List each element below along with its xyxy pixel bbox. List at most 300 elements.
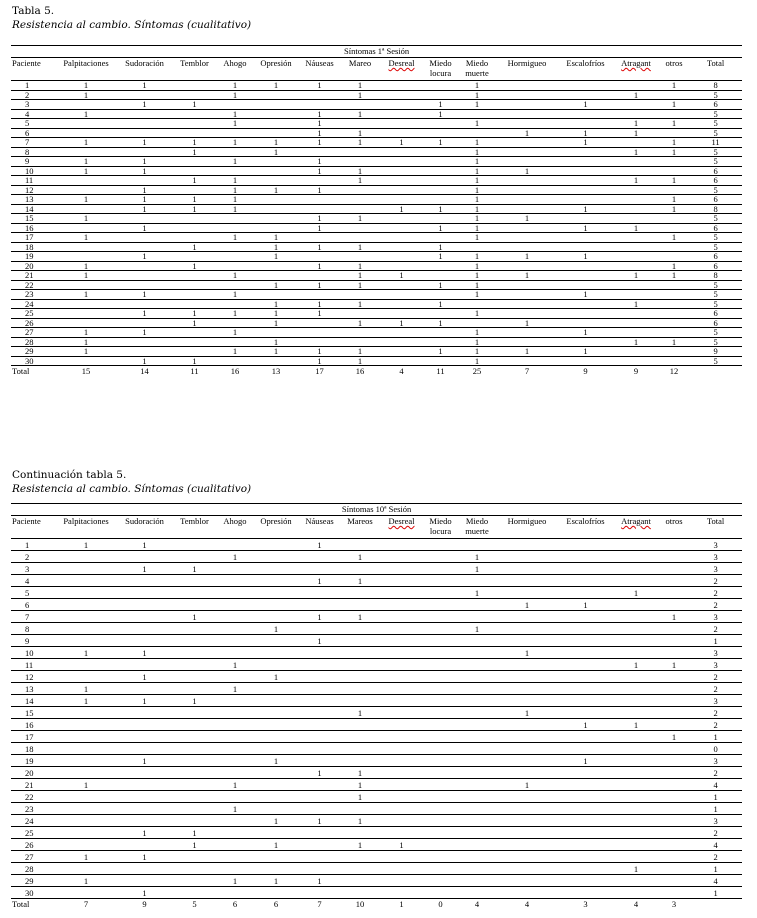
column-total-cell: 25 bbox=[472, 366, 482, 376]
symptom-cell bbox=[217, 337, 253, 347]
symptom-cell bbox=[659, 356, 689, 366]
table-row bbox=[11, 119, 742, 129]
symptom-cell bbox=[423, 683, 458, 695]
symptom-cell: 1 bbox=[55, 647, 117, 659]
column-total-cell: 3 bbox=[583, 899, 588, 909]
symptom-cell bbox=[423, 337, 458, 347]
symptom-cell bbox=[458, 839, 496, 851]
symptom-cell bbox=[380, 575, 423, 587]
symptom-cell bbox=[117, 767, 172, 779]
table-row bbox=[11, 195, 742, 205]
symptom-cell bbox=[253, 863, 299, 875]
symptom-cell bbox=[117, 875, 172, 887]
symptom-cell bbox=[55, 299, 117, 309]
symptom-cell: 1 bbox=[659, 337, 689, 347]
table-row bbox=[11, 204, 742, 214]
symptom-cell: 1 bbox=[340, 90, 380, 100]
table-row bbox=[11, 176, 742, 186]
symptom-cell bbox=[55, 743, 117, 755]
row-total-cell: 4 bbox=[689, 875, 742, 887]
symptom-cell: 1 bbox=[217, 81, 253, 91]
symptom-cell bbox=[117, 261, 172, 271]
column-header bbox=[613, 516, 659, 539]
symptom-cell bbox=[253, 851, 299, 863]
symptom-cell bbox=[253, 647, 299, 659]
symptom-cell: 1 bbox=[340, 707, 380, 719]
symptom-cell: 1 bbox=[423, 242, 458, 252]
symptom-cell bbox=[380, 214, 423, 224]
table-row bbox=[11, 261, 742, 271]
symptom-cell bbox=[613, 157, 659, 167]
symptom-cell bbox=[217, 851, 253, 863]
symptom-cell: 1 bbox=[299, 635, 340, 647]
table-row bbox=[11, 214, 742, 224]
symptom-cell bbox=[172, 233, 217, 243]
row-total-cell: 5 bbox=[689, 128, 742, 138]
symptom-cell bbox=[659, 551, 689, 563]
symptom-cell: 1 bbox=[217, 328, 253, 338]
symptom-cell: 1 bbox=[659, 176, 689, 186]
symptom-cell: 1 bbox=[299, 109, 340, 119]
symptom-cell bbox=[55, 575, 117, 587]
row-total-cell: 8 bbox=[689, 81, 742, 91]
symptom-cell: 1 bbox=[253, 309, 299, 319]
symptom-cell bbox=[117, 743, 172, 755]
symptom-cell bbox=[496, 157, 558, 167]
symptom-cell bbox=[117, 707, 172, 719]
patient-id-cell: 29 bbox=[11, 875, 55, 887]
symptom-cell bbox=[558, 683, 613, 695]
symptom-cell: 1 bbox=[340, 767, 380, 779]
symptom-cell: 1 bbox=[253, 242, 299, 252]
symptom-cell bbox=[380, 851, 423, 863]
symptom-cell bbox=[496, 100, 558, 110]
symptom-cell: 1 bbox=[380, 204, 423, 214]
symptom-cell: 1 bbox=[458, 551, 496, 563]
column-header bbox=[299, 58, 340, 81]
symptom-cell: 1 bbox=[558, 328, 613, 338]
symptom-cell bbox=[496, 839, 558, 851]
symptom-cell bbox=[380, 290, 423, 300]
symptom-cell bbox=[299, 587, 340, 599]
row-total-cell: 6 bbox=[689, 195, 742, 205]
symptom-cell bbox=[253, 204, 299, 214]
symptom-cell: 1 bbox=[55, 328, 117, 338]
symptom-cell bbox=[217, 261, 253, 271]
symptom-cell bbox=[253, 635, 299, 647]
symptom-cell bbox=[458, 743, 496, 755]
symptom-cell bbox=[613, 647, 659, 659]
symptom-cell bbox=[55, 252, 117, 262]
row-total-cell: 2 bbox=[689, 623, 742, 635]
symptom-cell: 1 bbox=[659, 261, 689, 271]
patient-id-cell: 8 bbox=[11, 623, 55, 635]
symptom-cell bbox=[253, 356, 299, 366]
symptom-cell bbox=[659, 563, 689, 575]
symptom-cell bbox=[423, 356, 458, 366]
column-header-label: Sudoración bbox=[125, 516, 164, 526]
symptom-cell bbox=[558, 815, 613, 827]
symptom-cell bbox=[423, 743, 458, 755]
symptom-cell bbox=[55, 318, 117, 328]
symptom-cell: 1 bbox=[340, 261, 380, 271]
symptom-cell bbox=[172, 252, 217, 262]
symptom-cell bbox=[253, 767, 299, 779]
symptom-cell bbox=[172, 347, 217, 357]
row-total-cell: 2 bbox=[689, 671, 742, 683]
symptom-cell bbox=[217, 356, 253, 366]
symptom-cell bbox=[380, 539, 423, 551]
table-row bbox=[11, 695, 742, 707]
symptom-cell bbox=[172, 851, 217, 863]
symptom-cell bbox=[217, 791, 253, 803]
column-header bbox=[11, 58, 55, 81]
symptom-cell bbox=[558, 214, 613, 224]
symptom-cell bbox=[253, 328, 299, 338]
symptom-cell: 1 bbox=[172, 204, 217, 214]
symptom-cell: 1 bbox=[117, 356, 172, 366]
symptom-cell bbox=[340, 863, 380, 875]
symptom-cell bbox=[340, 587, 380, 599]
table-row bbox=[11, 851, 742, 863]
symptom-cell: 1 bbox=[613, 659, 659, 671]
symptom-cell bbox=[117, 791, 172, 803]
symptom-cell bbox=[172, 707, 217, 719]
symptom-cell: 1 bbox=[117, 138, 172, 148]
symptom-cell: 1 bbox=[172, 195, 217, 205]
symptom-cell bbox=[172, 683, 217, 695]
symptom-cell bbox=[423, 827, 458, 839]
column-header bbox=[340, 58, 380, 81]
symptom-cell: 1 bbox=[458, 100, 496, 110]
symptom-cell bbox=[172, 743, 217, 755]
symptom-cell bbox=[458, 755, 496, 767]
symptom-cell bbox=[253, 707, 299, 719]
symptom-cell bbox=[558, 337, 613, 347]
patient-id-cell: 7 bbox=[11, 611, 55, 623]
symptom-cell bbox=[340, 185, 380, 195]
symptom-cell bbox=[217, 587, 253, 599]
symptom-cell bbox=[613, 707, 659, 719]
symptom-cell bbox=[253, 90, 299, 100]
table-row bbox=[11, 242, 742, 252]
table-row bbox=[11, 599, 742, 611]
symptom-cell: 1 bbox=[117, 671, 172, 683]
symptom-cell bbox=[558, 659, 613, 671]
column-header-label: Hormigueo bbox=[507, 58, 547, 68]
symptom-cell bbox=[659, 755, 689, 767]
symptom-cell: 1 bbox=[496, 128, 558, 138]
symptom-cell bbox=[172, 337, 217, 347]
symptom-cell: 1 bbox=[55, 271, 117, 281]
symptom-cell: 1 bbox=[117, 309, 172, 319]
symptom-cell bbox=[117, 233, 172, 243]
symptom-cell bbox=[217, 671, 253, 683]
symptom-cell: 1 bbox=[299, 280, 340, 290]
column-header bbox=[689, 516, 742, 539]
symptom-cell: 1 bbox=[55, 214, 117, 224]
table1-caption bbox=[12, 4, 251, 32]
symptom-cell bbox=[380, 743, 423, 755]
symptom-cell bbox=[659, 647, 689, 659]
symptom-cell bbox=[659, 290, 689, 300]
row-total-cell: 5 bbox=[689, 214, 742, 224]
symptom-cell: 1 bbox=[253, 347, 299, 357]
column-header bbox=[380, 58, 423, 81]
symptom-cell bbox=[340, 743, 380, 755]
symptom-cell bbox=[659, 707, 689, 719]
symptom-cell bbox=[253, 119, 299, 129]
table-row bbox=[11, 875, 742, 887]
symptom-cell bbox=[380, 176, 423, 186]
row-total-cell: 9 bbox=[689, 347, 742, 357]
symptom-cell bbox=[558, 309, 613, 319]
symptom-cell bbox=[496, 671, 558, 683]
column-total-cell: 4 bbox=[633, 899, 639, 909]
symptom-cell: 1 bbox=[55, 157, 117, 167]
symptom-cell bbox=[172, 271, 217, 281]
symptom-cell: 1 bbox=[217, 309, 253, 319]
symptom-cell bbox=[117, 318, 172, 328]
patient-id-cell: 22 bbox=[11, 280, 55, 290]
symptom-cell bbox=[380, 803, 423, 815]
patient-id-cell: 13 bbox=[11, 195, 55, 205]
symptom-cell bbox=[253, 719, 299, 731]
column-header-label: Palpitaciones bbox=[63, 516, 109, 526]
symptom-cell bbox=[458, 671, 496, 683]
symptom-cell: 1 bbox=[117, 290, 172, 300]
symptom-cell bbox=[423, 195, 458, 205]
symptom-cell bbox=[299, 791, 340, 803]
row-total-cell: 1 bbox=[689, 791, 742, 803]
symptom-cell bbox=[172, 815, 217, 827]
row-total-cell: 2 bbox=[689, 851, 742, 863]
column-header bbox=[172, 516, 217, 539]
patient-id-cell: 16 bbox=[11, 719, 55, 731]
symptom-cell bbox=[340, 328, 380, 338]
symptom-cell bbox=[380, 261, 423, 271]
symptom-cell bbox=[253, 779, 299, 791]
symptom-cell bbox=[558, 863, 613, 875]
patient-id-cell: 17 bbox=[11, 731, 55, 743]
column-header-label: Miedo muerte bbox=[465, 516, 489, 536]
symptom-cell bbox=[55, 731, 117, 743]
symptom-cell bbox=[55, 309, 117, 319]
patient-id-cell: 18 bbox=[11, 242, 55, 252]
table-row bbox=[11, 252, 742, 262]
symptom-cell bbox=[558, 233, 613, 243]
symptom-cell bbox=[55, 223, 117, 233]
column-header bbox=[217, 58, 253, 81]
column-total-cell: 4 bbox=[474, 899, 480, 909]
symptom-cell bbox=[299, 659, 340, 671]
patient-id-cell: 11 bbox=[11, 659, 55, 671]
symptom-cell: 1 bbox=[172, 839, 217, 851]
totals-label: Total bbox=[12, 899, 30, 909]
symptom-cell bbox=[253, 803, 299, 815]
symptom-cell: 1 bbox=[55, 539, 117, 551]
symptom-cell bbox=[613, 779, 659, 791]
symptom-cell: 1 bbox=[423, 299, 458, 309]
symptom-cell bbox=[299, 623, 340, 635]
symptom-cell bbox=[172, 599, 217, 611]
symptom-cell: 1 bbox=[558, 252, 613, 262]
symptom-cell bbox=[55, 755, 117, 767]
symptom-cell: 1 bbox=[117, 81, 172, 91]
table-row bbox=[11, 803, 742, 815]
table-row bbox=[11, 157, 742, 167]
symptom-cell bbox=[613, 261, 659, 271]
symptom-cell bbox=[496, 731, 558, 743]
column-total-cell: 6 bbox=[273, 899, 279, 909]
symptom-cell: 1 bbox=[299, 299, 340, 309]
symptom-cell bbox=[659, 743, 689, 755]
symptom-cell: 1 bbox=[117, 563, 172, 575]
symptom-cell bbox=[613, 755, 659, 767]
symptom-cell: 1 bbox=[613, 119, 659, 129]
symptom-cell bbox=[423, 647, 458, 659]
symptom-cell bbox=[380, 157, 423, 167]
symptom-cell bbox=[458, 779, 496, 791]
symptom-cell bbox=[423, 731, 458, 743]
symptom-cell bbox=[659, 779, 689, 791]
symptom-cell: 1 bbox=[117, 204, 172, 214]
row-total-cell: 5 bbox=[689, 337, 742, 347]
symptom-cell bbox=[458, 707, 496, 719]
column-header bbox=[558, 516, 613, 539]
symptom-cell: 1 bbox=[423, 318, 458, 328]
symptom-cell bbox=[423, 887, 458, 899]
column-total-cell: 10 bbox=[355, 899, 365, 909]
symptom-cell bbox=[558, 195, 613, 205]
patient-id-cell: 16 bbox=[11, 223, 55, 233]
row-total-cell: 3 bbox=[689, 611, 742, 623]
symptom-cell bbox=[217, 166, 253, 176]
symptom-cell bbox=[55, 204, 117, 214]
symptom-cell bbox=[423, 551, 458, 563]
symptom-cell: 1 bbox=[217, 779, 253, 791]
table2-label: Continuación tabla 5. bbox=[12, 469, 127, 481]
symptom-cell bbox=[340, 827, 380, 839]
symptom-cell bbox=[659, 839, 689, 851]
symptom-cell bbox=[55, 719, 117, 731]
column-header bbox=[496, 516, 558, 539]
symptom-cell bbox=[117, 128, 172, 138]
column-header-label: Mareo bbox=[348, 58, 372, 68]
column-total-cell bbox=[689, 366, 742, 377]
symptom-cell bbox=[423, 261, 458, 271]
symptom-cell bbox=[458, 635, 496, 647]
symptom-cell: 1 bbox=[423, 109, 458, 119]
symptom-cell: 1 bbox=[299, 138, 340, 148]
symptom-cell bbox=[253, 166, 299, 176]
symptom-cell bbox=[558, 242, 613, 252]
symptom-cell bbox=[55, 863, 117, 875]
symptom-cell bbox=[340, 599, 380, 611]
symptom-cell: 1 bbox=[558, 204, 613, 214]
symptom-cell bbox=[423, 271, 458, 281]
symptom-cell: 1 bbox=[380, 318, 423, 328]
symptom-cell: 1 bbox=[458, 195, 496, 205]
symptom-cell bbox=[340, 659, 380, 671]
table-row bbox=[11, 827, 742, 839]
patient-id-cell: 17 bbox=[11, 233, 55, 243]
symptom-cell: 1 bbox=[340, 81, 380, 91]
symptom-cell bbox=[340, 695, 380, 707]
column-total-cell: 0 bbox=[438, 899, 443, 909]
symptom-cell bbox=[558, 539, 613, 551]
symptom-cell: 1 bbox=[217, 271, 253, 281]
symptom-cell bbox=[423, 176, 458, 186]
symptom-cell bbox=[117, 815, 172, 827]
symptom-cell bbox=[496, 185, 558, 195]
symptom-cell bbox=[253, 109, 299, 119]
symptom-cell bbox=[172, 767, 217, 779]
column-header bbox=[55, 58, 117, 81]
symptom-cell bbox=[55, 707, 117, 719]
symptom-cell bbox=[496, 659, 558, 671]
symptom-cell bbox=[423, 851, 458, 863]
symptom-cell bbox=[613, 791, 659, 803]
symptom-cell: 1 bbox=[340, 839, 380, 851]
table-row bbox=[11, 223, 742, 233]
symptom-cell bbox=[659, 242, 689, 252]
symptom-cell bbox=[613, 635, 659, 647]
symptom-cell bbox=[613, 347, 659, 357]
symptom-cell bbox=[172, 863, 217, 875]
symptom-cell: 1 bbox=[299, 575, 340, 587]
symptom-cell bbox=[613, 887, 659, 899]
row-total-cell: 4 bbox=[689, 839, 742, 851]
symptom-cell bbox=[299, 195, 340, 205]
symptom-cell bbox=[340, 875, 380, 887]
symptom-cell bbox=[558, 356, 613, 366]
row-total-cell: 5 bbox=[689, 90, 742, 100]
symptom-cell: 1 bbox=[340, 611, 380, 623]
symptom-cell: 1 bbox=[458, 147, 496, 157]
patient-id-cell: 28 bbox=[11, 863, 55, 875]
symptom-cell: 1 bbox=[458, 271, 496, 281]
table-row bbox=[11, 109, 742, 119]
symptom-cell bbox=[340, 309, 380, 319]
symptom-cell bbox=[613, 611, 659, 623]
symptom-cell bbox=[380, 707, 423, 719]
row-total-cell: 3 bbox=[689, 815, 742, 827]
symptom-cell: 1 bbox=[340, 347, 380, 357]
patient-id-cell: 6 bbox=[11, 599, 55, 611]
symptom-cell bbox=[340, 851, 380, 863]
symptom-cell: 1 bbox=[340, 318, 380, 328]
column-total-cell: 17 bbox=[315, 366, 324, 376]
symptom-cell bbox=[340, 647, 380, 659]
patient-id-cell: 29 bbox=[11, 347, 55, 357]
symptom-cell bbox=[423, 290, 458, 300]
symptom-cell bbox=[172, 328, 217, 338]
symptom-cell: 1 bbox=[55, 695, 117, 707]
symptom-cell bbox=[380, 827, 423, 839]
patient-id-cell: 21 bbox=[11, 271, 55, 281]
symptom-cell bbox=[496, 827, 558, 839]
symptom-cell bbox=[558, 779, 613, 791]
row-total-cell: 0 bbox=[689, 743, 742, 755]
patient-id-cell: 24 bbox=[11, 299, 55, 309]
symptom-cell bbox=[299, 695, 340, 707]
symptom-cell bbox=[380, 887, 423, 899]
symptom-cell bbox=[496, 176, 558, 186]
symptom-cell bbox=[117, 683, 172, 695]
symptom-cell bbox=[423, 328, 458, 338]
symptom-cell bbox=[423, 587, 458, 599]
